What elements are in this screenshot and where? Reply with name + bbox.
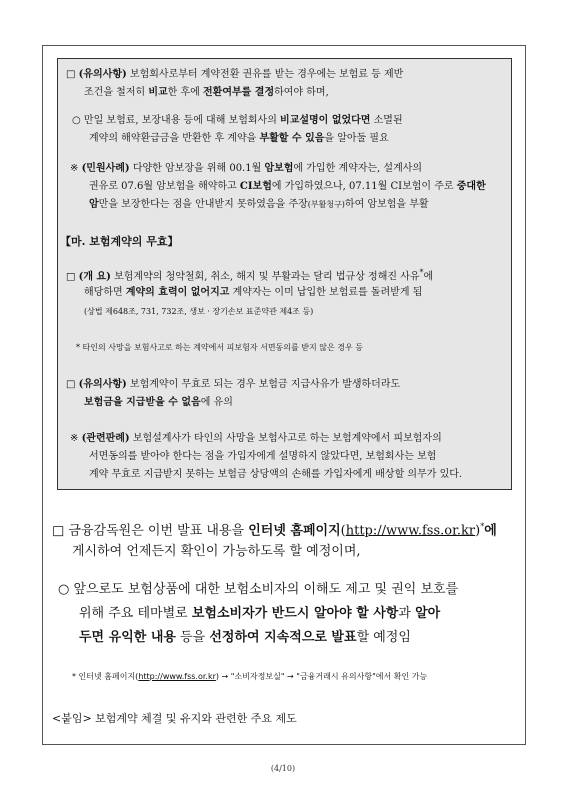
emphasis: 선정하여 지속적으로 발표 (209, 630, 357, 645)
checkbox-bullet: □ (66, 379, 79, 390)
main-para1-line1 (52, 518, 497, 539)
emphasis: 보험소비자가 반드시 알아야 할 사항 (191, 606, 399, 621)
box-para3-line1 (70, 162, 422, 175)
text: 에 가입한 계약자는, 설계사의 (293, 163, 423, 174)
text: 등을 (175, 630, 210, 645)
box-para4-line1 (66, 268, 433, 283)
main-para2-line1: ○ 앞으로도 보험상품에 대한 보험소비자의 이해도 제고 및 권익 보호를 (58, 582, 459, 597)
text: 보험계약이 무효로 되는 경우 보험금 지급사유가 발생하더라도 (126, 379, 401, 390)
text: 에 유의 (200, 397, 233, 408)
emphasis: 전환여부를 결정 (203, 87, 275, 98)
text: 조건을 철저히 (84, 87, 149, 98)
main-para2-line3 (79, 629, 411, 646)
attachment-title: <붙임> 보험계약 체결 및 유지와 관련한 주요 제도 (52, 712, 297, 725)
box-para4-line3: (상법 제648조, 731, 732조, 생보 · 장기손보 표준약관 제4조 등) (84, 307, 314, 316)
footnote-mark: * (480, 522, 485, 531)
main-footnote (72, 672, 427, 682)
box-para5-line2 (84, 396, 233, 409)
label-caution: (유의사항) (78, 379, 127, 390)
box-para1-line1 (66, 68, 403, 81)
label-caution: (유의사항) (78, 69, 127, 80)
box-para1-line2 (84, 86, 329, 99)
text: 보험계약의 청약철회, 취소, 해지 및 부활과는 달리 법규상 정해진 사유 (110, 271, 420, 283)
text: 계약자는 이미 납입한 보험료를 돌려받게 됨 (229, 287, 423, 298)
emphasis: 암보험 (264, 163, 294, 174)
text: 한 후에 (167, 87, 203, 98)
text: 에 가입하였으나, 07.11월 CI보험이 주로 (271, 181, 457, 192)
text: ( (340, 523, 346, 539)
text: ○ 만일 보험료, 보장내용 등에 대해 보험회사의 (72, 115, 281, 126)
box-para2-line1 (72, 114, 403, 127)
emphasis: 비교 (148, 87, 168, 98)
page-number: (4/10) (270, 764, 296, 773)
text: 하여야 하며, (274, 87, 329, 98)
emphasis: 비교설명이 없었다면 (280, 115, 371, 126)
text: 권유로 07.6월 암보험을 해약하고 (89, 181, 240, 192)
text: 보험회사로부터 계약전환 권유를 받는 경우에는 보험료 등 제반 (126, 69, 404, 80)
box-para2-line2 (89, 132, 389, 145)
box-para3-line3 (89, 198, 429, 211)
text: 하여 암보험을 부활 (344, 199, 429, 210)
text: 해당하면 (84, 287, 126, 298)
note-mark: ※ (70, 163, 82, 174)
text: 계약의 해약환급금을 반환한 후 계약을 (89, 133, 260, 144)
box-para4-line2 (84, 286, 422, 299)
text: □ 금융감독원은 이번 발표 내용을 (52, 523, 249, 539)
emphasis: 두면 유익한 내용 (79, 630, 176, 645)
label-case: (민원사례) (81, 163, 130, 174)
emphasis: 암 (89, 199, 99, 210)
box-para6-line1 (70, 432, 442, 445)
text: 과 (398, 606, 416, 621)
section-title: 【마. 보험계약의 무효】 (60, 235, 179, 248)
box-para6-line2: 서면동의를 받아야 한다는 점을 가입자에게 설명하지 않았다면, 보험회사는 보험 (89, 451, 437, 462)
small-text: (부활청구) (307, 200, 345, 209)
label-overview: (개 요) (78, 271, 111, 283)
emphasis: 계약의 효력이 없어지고 (125, 287, 230, 298)
main-para2-line2 (79, 605, 440, 622)
note-mark: ※ (70, 433, 82, 444)
text: 에 (484, 523, 497, 539)
fss-homepage-link[interactable]: http://www.fss.or.kr (138, 672, 216, 681)
text: * 인터넷 홈페이지( (72, 672, 139, 681)
text: ) (475, 523, 481, 539)
text: 위해 주요 테마별로 (79, 606, 192, 621)
box-para3-line2 (89, 180, 486, 193)
text: 할 예정임 (356, 630, 411, 645)
text: 소멸된 (370, 115, 403, 126)
label-precedent: (관련판례) (81, 433, 130, 444)
emphasis: 중대한 (456, 181, 486, 192)
box-para5-line1 (66, 378, 400, 391)
text: 을 알아둘 필요 (324, 133, 389, 144)
footnote-mark: * (419, 268, 424, 277)
text: ) → "소비자정보실" → "금융거래시 유의사항"에서 확인 가능 (215, 672, 428, 681)
text: 에 (423, 271, 434, 283)
main-para1-line2: 게시하여 언제든지 확인이 가능하도록 할 예정이며, (72, 544, 361, 559)
text: 만을 보장한다는 점을 안내받지 못하였음을 주장 (98, 199, 308, 210)
box-footnote: * 타인의 사망을 보험사고로 하는 계약에서 피보험자 서면동의를 받지 않은 경우 등 (76, 343, 363, 352)
emphasis: 보험금을 지급받을 수 없음 (84, 397, 201, 408)
checkbox-bullet: □ (66, 69, 79, 80)
box-para6-line3: 계약 무효로 지급받지 못하는 보험금 상당액의 손해를 가입자에게 배상할 의무가 있다. (89, 469, 463, 480)
text: 보험설계사가 타인의 사망을 보험사고로 하는 보험계약에서 피보험자의 (129, 433, 442, 444)
emphasis: CI보험 (239, 181, 272, 192)
emphasis: 알아 (415, 606, 441, 621)
emphasis: 부활할 수 있음 (259, 133, 325, 144)
checkbox-bullet: □ (66, 271, 79, 283)
emphasis: 인터넷 홈페이지 (248, 523, 341, 539)
fss-homepage-link[interactable]: http://www.fss.or.kr (345, 523, 476, 539)
text: 다양한 암보장을 위해 00.1월 (129, 163, 265, 174)
